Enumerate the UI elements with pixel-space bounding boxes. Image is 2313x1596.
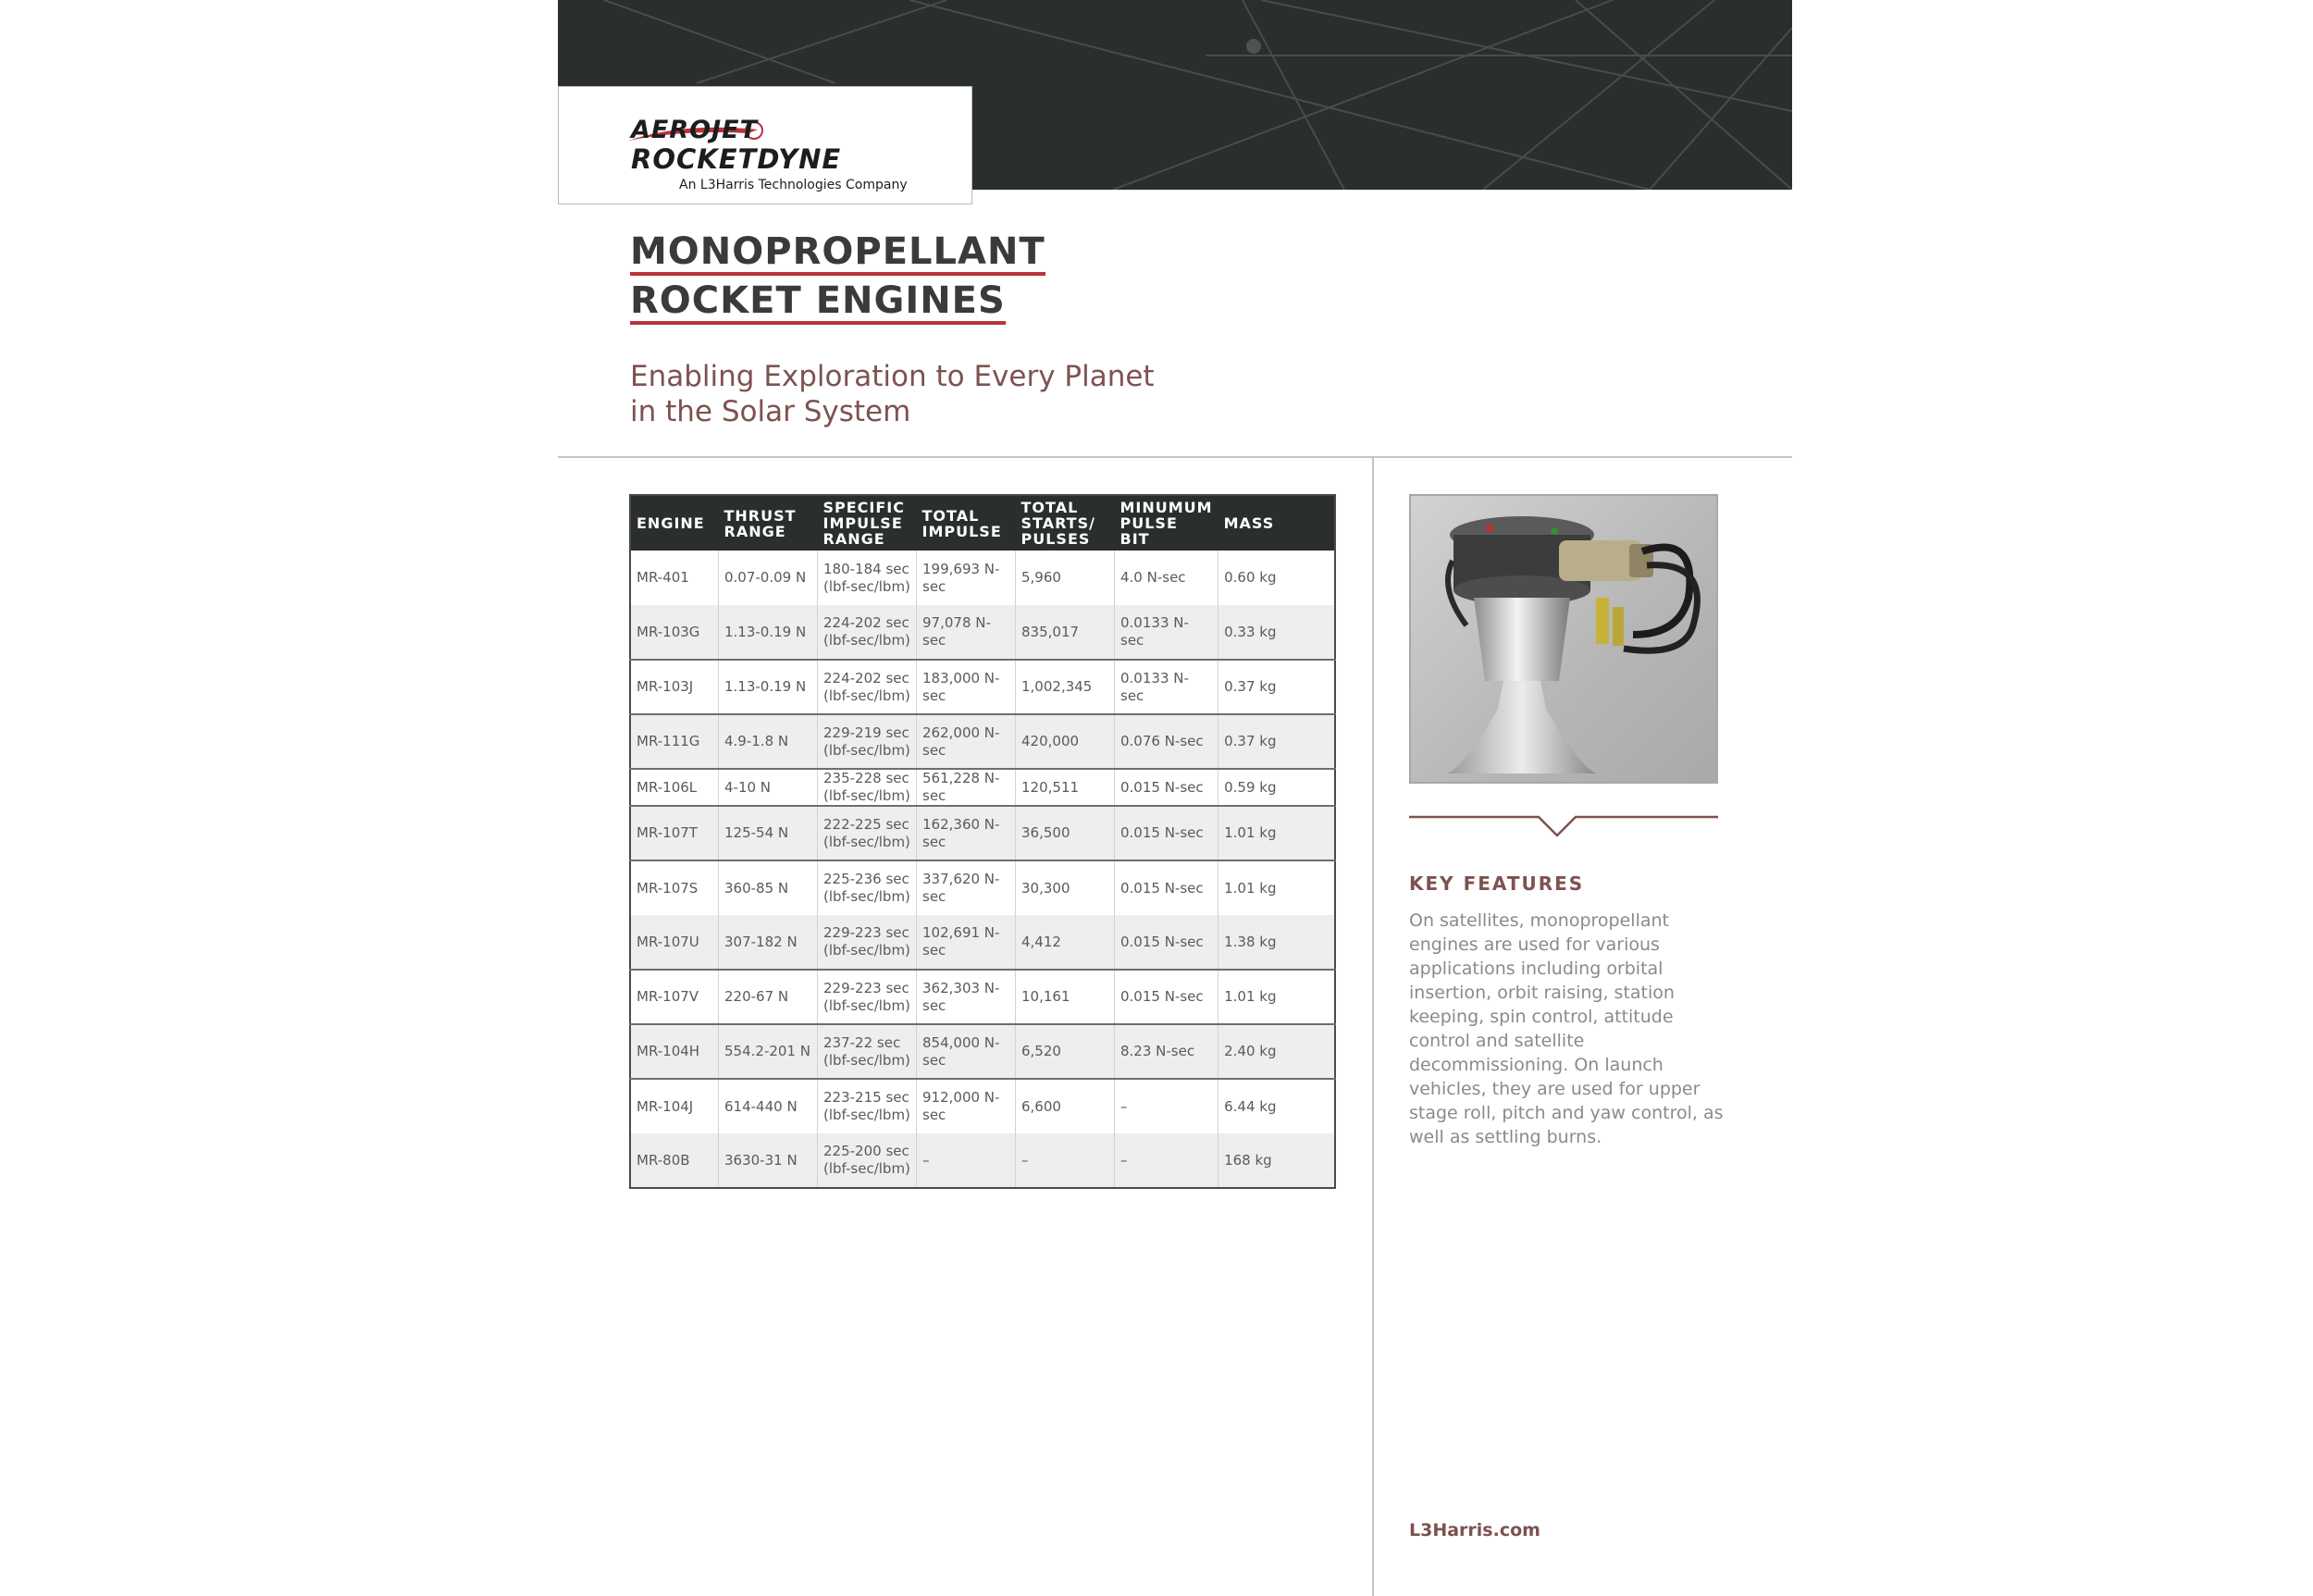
- title-line-1: MONOPROPELLANT: [630, 231, 1045, 276]
- cell-impulse: 337,620 N-sec: [917, 860, 1016, 915]
- logo-box: [558, 86, 972, 204]
- cell-mass: 2.40 kg: [1218, 1024, 1335, 1079]
- cell-thrust: 360-85 N: [719, 860, 818, 915]
- table-row: [630, 769, 1335, 806]
- cell-impulse: 199,693 N-sec: [917, 551, 1016, 605]
- cell-thrust: 1.13-0.19 N: [719, 605, 818, 660]
- header-starts: TOTAL STARTS/ PULSES: [1016, 495, 1115, 551]
- cell-mass: 0.37 kg: [1218, 714, 1335, 769]
- engine-specs-table: [629, 494, 1336, 1189]
- cell-starts: 120,511: [1016, 769, 1115, 806]
- table-row: [630, 970, 1335, 1024]
- header-mass: MASS: [1218, 495, 1335, 551]
- table-row: [630, 806, 1335, 860]
- cell-pulse-bit: 0.015 N-sec: [1115, 860, 1218, 915]
- cell-isp: 222-225 sec (lbf-sec/lbm): [818, 806, 917, 860]
- cell-engine: MR-80B: [630, 1133, 719, 1188]
- cell-pulse-bit: 8.23 N-sec: [1115, 1024, 1218, 1079]
- cell-engine: MR-103G: [630, 605, 719, 660]
- cell-mass: 1.01 kg: [1218, 806, 1335, 860]
- logo-rocketdyne: ROCKETDYNE: [631, 143, 842, 175]
- cell-starts: –: [1016, 1133, 1115, 1188]
- rocket-engine-illustration: [1411, 496, 1716, 782]
- cell-thrust: 614-440 N: [719, 1079, 818, 1133]
- cell-impulse: 102,691 N-sec: [917, 915, 1016, 970]
- cell-mass: 6.44 kg: [1218, 1079, 1335, 1133]
- engine-photo: [1409, 494, 1718, 784]
- cell-isp: 223-215 sec (lbf-sec/lbm): [818, 1079, 917, 1133]
- cell-mass: 1.01 kg: [1218, 860, 1335, 915]
- cell-isp: 225-236 sec (lbf-sec/lbm): [818, 860, 917, 915]
- table-row: [630, 660, 1335, 714]
- table-row: [630, 1079, 1335, 1133]
- cell-isp: 180-184 sec (lbf-sec/lbm): [818, 551, 917, 605]
- cell-mass: 1.01 kg: [1218, 970, 1335, 1024]
- cell-pulse-bit: –: [1115, 1079, 1218, 1133]
- table-header-row: [630, 495, 1335, 551]
- cell-thrust: 1.13-0.19 N: [719, 660, 818, 714]
- table-row: [630, 551, 1335, 605]
- cell-pulse-bit: 0.015 N-sec: [1115, 769, 1218, 806]
- header-thrust: THRUST RANGE: [719, 495, 818, 551]
- cell-isp: 229-223 sec (lbf-sec/lbm): [818, 915, 917, 970]
- cell-isp: 235-228 sec (lbf-sec/lbm): [818, 769, 917, 806]
- cell-impulse: 854,000 N-sec: [917, 1024, 1016, 1079]
- cell-engine: MR-107S: [630, 860, 719, 915]
- table-row: [630, 1024, 1335, 1079]
- title-line-2: ROCKET ENGINES: [630, 280, 1006, 325]
- cell-engine: MR-103J: [630, 660, 719, 714]
- cell-impulse: 262,000 N-sec: [917, 714, 1016, 769]
- cell-starts: 4,412: [1016, 915, 1115, 970]
- cell-impulse: 162,360 N-sec: [917, 806, 1016, 860]
- cell-thrust: 4.9-1.8 N: [719, 714, 818, 769]
- datasheet-page: [558, 0, 1792, 1573]
- logo-aerojet: AEROJET: [631, 116, 758, 144]
- horizontal-divider: [558, 456, 1792, 458]
- cell-pulse-bit: 0.015 N-sec: [1115, 970, 1218, 1024]
- cell-mass: 0.59 kg: [1218, 769, 1335, 806]
- cell-thrust: 125-54 N: [719, 806, 818, 860]
- cell-mass: 0.33 kg: [1218, 605, 1335, 660]
- cell-starts: 420,000: [1016, 714, 1115, 769]
- cell-starts: 30,300: [1016, 860, 1115, 915]
- table-row: [630, 1133, 1335, 1188]
- cell-starts: 36,500: [1016, 806, 1115, 860]
- vertical-divider: [1372, 458, 1374, 1596]
- cell-pulse-bit: 0.0133 N-sec: [1115, 660, 1218, 714]
- header-pulse-bit: MINUMUM PULSE BIT: [1115, 495, 1218, 551]
- header-impulse: TOTAL IMPULSE: [917, 495, 1016, 551]
- cell-pulse-bit: 0.076 N-sec: [1115, 714, 1218, 769]
- cell-mass: 0.60 kg: [1218, 551, 1335, 605]
- cell-engine: MR-111G: [630, 714, 719, 769]
- cell-thrust: 4-10 N: [719, 769, 818, 806]
- cell-starts: 5,960: [1016, 551, 1115, 605]
- cell-starts: 835,017: [1016, 605, 1115, 660]
- cell-thrust: 307-182 N: [719, 915, 818, 970]
- cell-mass: 1.38 kg: [1218, 915, 1335, 970]
- cell-pulse-bit: 0.015 N-sec: [1115, 806, 1218, 860]
- cell-impulse: 912,000 N-sec: [917, 1079, 1016, 1133]
- cell-impulse: 183,000 N-sec: [917, 660, 1016, 714]
- cell-pulse-bit: 4.0 N-sec: [1115, 551, 1218, 605]
- cell-mass: 0.37 kg: [1218, 660, 1335, 714]
- cell-impulse: 561,228 N-sec: [917, 769, 1016, 806]
- website-link[interactable]: L3Harris.com: [1409, 1520, 1540, 1540]
- cell-starts: 6,520: [1016, 1024, 1115, 1079]
- cell-impulse: –: [917, 1133, 1016, 1188]
- cell-engine: MR-107V: [630, 970, 719, 1024]
- cell-engine: MR-107U: [630, 915, 719, 970]
- cell-engine: MR-107T: [630, 806, 719, 860]
- table-row: [630, 915, 1335, 970]
- cell-impulse: 362,303 N-sec: [917, 970, 1016, 1024]
- cell-starts: 10,161: [1016, 970, 1115, 1024]
- table-row: [630, 714, 1335, 769]
- cell-pulse-bit: 0.015 N-sec: [1115, 915, 1218, 970]
- logo-subtitle: An L3Harris Technologies Company: [679, 178, 908, 192]
- cell-engine: MR-104J: [630, 1079, 719, 1133]
- cell-starts: 1,002,345: [1016, 660, 1115, 714]
- cell-isp: 229-219 sec (lbf-sec/lbm): [818, 714, 917, 769]
- chevron-divider-icon: [1409, 814, 1718, 842]
- cell-engine: MR-104H: [630, 1024, 719, 1079]
- cell-thrust: 554.2-201 N: [719, 1024, 818, 1079]
- page-title: [630, 231, 1045, 329]
- cell-isp: 229-223 sec (lbf-sec/lbm): [818, 970, 917, 1024]
- table-row: [630, 605, 1335, 660]
- cell-isp: 224-202 sec (lbf-sec/lbm): [818, 605, 917, 660]
- cell-impulse: 97,078 N-sec: [917, 605, 1016, 660]
- cell-thrust: 220-67 N: [719, 970, 818, 1024]
- key-features-title: KEY FEATURES: [1409, 872, 1585, 895]
- cell-engine: MR-401: [637, 569, 689, 586]
- cell-thrust: 3630-31 N: [719, 1133, 818, 1188]
- cell-pulse-bit: 0.0133 N-sec: [1115, 605, 1218, 660]
- key-features-body: On satellites, monopropellant engines are used for various applications including orbital insertion, orbit raising, station keeping, spin control, attitude control and satellite decommissioning. On launch vehicles, they are used for upper stage roll, pitch and yaw control, as well as settling burns.: [1409, 910, 1724, 1147]
- table-row: [630, 860, 1335, 915]
- page-subtitle: Enabling Exploration to Every Planet in the Solar System: [630, 360, 1155, 428]
- cell-isp: 225-200 sec (lbf-sec/lbm): [818, 1133, 917, 1188]
- cell-mass: 168 kg: [1218, 1133, 1335, 1188]
- cell-thrust: 0.07-0.09 N: [719, 551, 818, 605]
- header-isp: SPECIFIC IMPULSE RANGE: [818, 495, 917, 551]
- header-engine: ENGINE: [630, 495, 719, 551]
- cell-isp: 237-22 sec (lbf-sec/lbm): [818, 1024, 917, 1079]
- cell-engine: MR-106L: [630, 769, 719, 806]
- cell-isp: 224-202 sec (lbf-sec/lbm): [818, 660, 917, 714]
- cell-pulse-bit: –: [1115, 1133, 1218, 1188]
- cell-starts: 6,600: [1016, 1079, 1115, 1133]
